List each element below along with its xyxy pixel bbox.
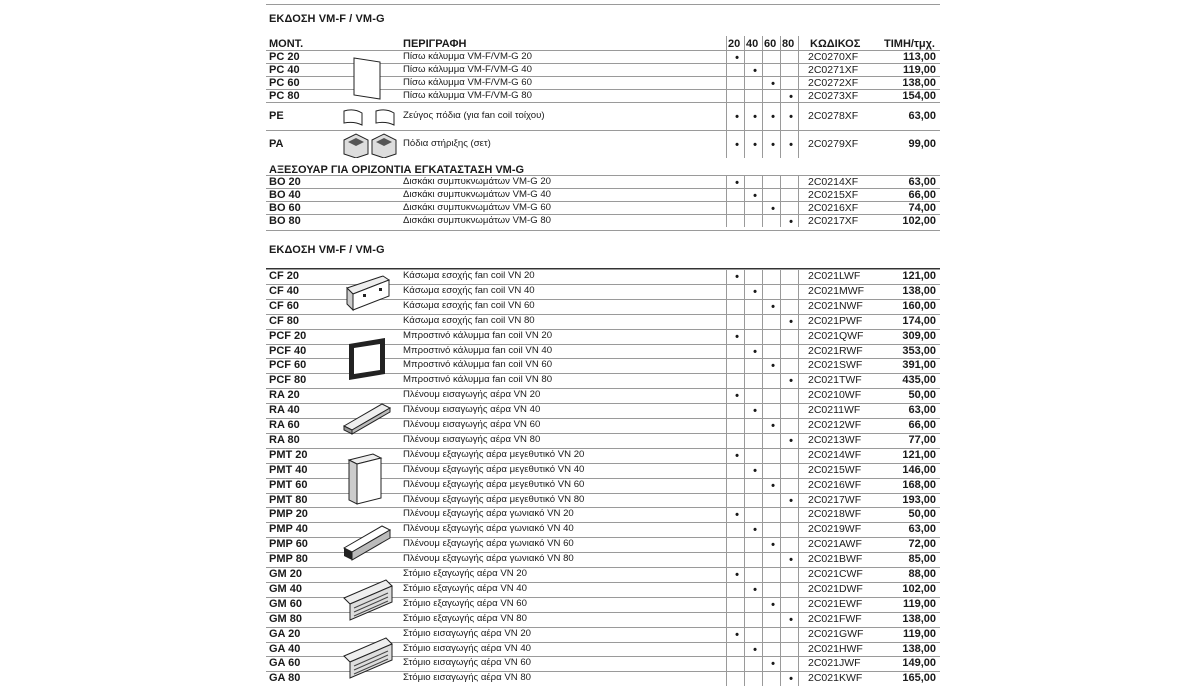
price-cell: 102,00	[902, 215, 936, 227]
model-cell: GM 80	[269, 612, 303, 625]
description-cell: Πλένουμ εξαγωγής αέρα μεγεθυτικό VN 20	[403, 448, 585, 460]
description-cell: Στόμιο εξαγωγής αέρα VN 60	[403, 597, 527, 609]
size-available-dot: •	[771, 658, 775, 671]
column-divider	[798, 269, 799, 686]
model-cell: GA 40	[269, 642, 301, 655]
code-cell: 2C0212WF	[808, 419, 862, 431]
table-row	[266, 201, 940, 215]
code-cell: 2C021QWF	[808, 329, 864, 342]
size-available-dot: •	[735, 52, 739, 64]
header-size-60: 60	[764, 38, 777, 50]
description-cell: Πλένουμ εξαγωγής αέρα μεγεθυτικό VN 60	[403, 478, 585, 490]
code-cell: 2C0210WF	[808, 389, 862, 402]
model-cell: RA 80	[269, 433, 300, 446]
model-cell: PC 60	[269, 77, 300, 89]
column-divider	[762, 175, 763, 227]
size-available-dot: •	[771, 78, 775, 90]
code-cell: 2C0214XF	[808, 176, 859, 188]
price-cell: 168,00	[902, 478, 936, 491]
size-available-dot: •	[735, 139, 739, 151]
price-cell: 119,00	[902, 597, 936, 610]
model-cell: PA	[269, 138, 284, 150]
header-code: ΚΩΔΙΚΟΣ	[810, 38, 861, 50]
size-available-dot: •	[789, 216, 793, 228]
price-cell: 353,00	[902, 344, 936, 357]
size-available-dot: •	[753, 190, 757, 202]
code-cell: 2C0215XF	[808, 189, 859, 201]
description-cell: Πλένουμ εισαγωγής αέρα VN 20	[403, 389, 541, 401]
description-cell: Κάσωμα εσοχής fan coil VN 60	[403, 299, 535, 311]
price-cell: 102,00	[902, 582, 936, 595]
code-cell: 2C021HWF	[808, 642, 863, 655]
code-cell: 2C021CWF	[808, 568, 863, 580]
model-cell: RA 60	[269, 419, 300, 431]
model-cell: CF 20	[269, 270, 299, 282]
header-model: ΜΟΝΤ.	[269, 38, 304, 50]
description-cell: Πλένουμ εξαγωγής αέρα γωνιακό VN 40	[403, 523, 574, 535]
size-available-dot: •	[771, 111, 775, 123]
price-cell: 77,00	[908, 433, 936, 446]
price-cell: 63,00	[908, 176, 936, 188]
description-cell: Δισκάκι συμπυκνωμάτων VM-G 80	[403, 215, 551, 226]
model-cell: GM 60	[269, 597, 303, 610]
size-available-dot: •	[735, 111, 739, 123]
price-cell: 74,00	[908, 202, 936, 214]
size-available-dot: •	[735, 271, 739, 283]
table-row	[266, 314, 940, 330]
column-divider	[726, 269, 727, 686]
price-cell: 165,00	[902, 672, 936, 685]
model-cell: PMP 20	[269, 508, 308, 521]
description-cell: Δισκάκι συμπυκνωμάτων VM-G 60	[403, 202, 551, 213]
column-divider	[798, 175, 799, 227]
header-size-40: 40	[746, 38, 759, 50]
code-cell: 2C0272XF	[808, 77, 859, 89]
description-cell: Στόμιο εξαγωγής αέρα VN 40	[403, 582, 527, 594]
description-cell: Πλένουμ εξαγωγής αέρα μεγεθυτικό VN 40	[403, 463, 585, 475]
code-cell: 2C0211WF	[808, 404, 861, 417]
size-available-dot: •	[771, 539, 775, 552]
recess-frame-image	[343, 274, 393, 314]
description-cell: Πλένουμ εξαγωγής αέρα γωνιακό VN 60	[403, 538, 574, 550]
code-cell: 2C021MWF	[808, 284, 865, 297]
price-cell: 193,00	[902, 493, 936, 506]
price-cell: 63,00	[908, 523, 936, 536]
price-cell: 119,00	[902, 64, 936, 76]
model-cell: CF 40	[269, 284, 299, 297]
price-cell: 50,00	[908, 508, 936, 521]
column-divider	[726, 175, 727, 227]
description-cell: Μπροστινό κάλυμμα fan coil VN 20	[403, 329, 553, 341]
model-cell: GA 20	[269, 627, 301, 640]
code-cell: 2C021EWF	[808, 597, 863, 610]
model-cell: CF 60	[269, 299, 299, 312]
model-cell: BO 60	[269, 202, 301, 214]
header-size-20: 20	[728, 38, 741, 50]
table-row	[266, 214, 940, 228]
model-cell: BO 40	[269, 189, 301, 201]
model-cell: CF 80	[269, 314, 299, 327]
code-cell: 2C0270XF	[808, 51, 859, 63]
description-cell: Κάσωμα εσοχής fan coil VN 80	[403, 314, 535, 326]
column-divider	[726, 36, 727, 158]
model-cell: PMT 20	[269, 448, 308, 461]
model-cell: PMT 80	[269, 493, 308, 506]
price-cell: 391,00	[902, 359, 936, 372]
model-cell: BO 20	[269, 176, 301, 188]
price-cell: 138,00	[902, 642, 936, 655]
model-cell: PC 80	[269, 90, 300, 102]
code-cell: 2C021LWF	[808, 270, 861, 282]
code-cell: 2C021PWF	[808, 314, 863, 327]
column-divider	[744, 269, 745, 686]
code-cell: 2C021FWF	[808, 612, 862, 625]
model-cell: PCF 40	[269, 344, 307, 357]
description-cell: Κάσωμα εσοχής fan coil VN 20	[403, 270, 535, 281]
column-divider	[780, 175, 781, 227]
description-cell: Ζεύγος πόδια (για fan coil τοίχου)	[403, 110, 545, 121]
section-title-2: ΕΚΔΟΣΗ VM-F / VM-G	[269, 244, 385, 256]
model-cell: PC 40	[269, 64, 300, 76]
code-cell: 2C0216WF	[808, 478, 862, 491]
description-cell: Δισκάκι συμπυκνωμάτων VM-G 40	[403, 189, 551, 200]
price-cell: 99,00	[908, 138, 936, 150]
description-cell: Στόμιο εξαγωγής αέρα VN 80	[403, 612, 527, 624]
code-cell: 2C021BWF	[808, 553, 863, 566]
price-cell: 174,00	[902, 314, 936, 327]
column-divider	[762, 36, 763, 158]
description-cell: Στόμιο εισαγωγής αέρα VN 60	[403, 657, 531, 669]
code-cell: 2C0278XF	[808, 110, 859, 122]
price-cell: 66,00	[908, 419, 936, 431]
header-size-80: 80	[782, 38, 795, 50]
description-cell: Στόμιο εισαγωγής αέρα VN 40	[403, 642, 531, 654]
size-available-dot: •	[753, 139, 757, 151]
model-cell: PMP 40	[269, 523, 308, 536]
size-available-dot: •	[789, 315, 793, 328]
back-cover-image	[350, 56, 384, 101]
model-cell: GA 80	[269, 672, 301, 685]
size-available-dot: •	[735, 390, 739, 403]
code-cell: 2C0214WF	[808, 448, 862, 461]
table2-bottom-rule	[266, 230, 940, 231]
description-cell: Πλένουμ εισαγωγής αέρα VN 80	[403, 433, 541, 445]
model-cell: GM 20	[269, 568, 303, 580]
price-cell: 149,00	[902, 657, 936, 670]
model-cell: PMP 80	[269, 553, 308, 566]
extended-plenum-image	[343, 452, 387, 508]
code-cell: 2C0273XF	[808, 90, 859, 102]
code-cell: 2C0279XF	[808, 138, 859, 150]
top-rule	[266, 4, 940, 5]
code-cell: 2C021KWF	[808, 672, 863, 685]
model-cell: PCF 60	[269, 359, 307, 372]
description-cell: Στόμιο εισαγωγής αέρα VN 20	[403, 627, 531, 639]
price-cell: 160,00	[902, 299, 936, 312]
model-cell: PE	[269, 110, 284, 122]
column-divider	[780, 36, 781, 158]
size-available-dot: •	[789, 375, 793, 388]
code-cell: 2C0216XF	[808, 202, 859, 214]
description-cell: Κάσωμα εσοχής fan coil VN 40	[403, 284, 535, 296]
code-cell: 2C0215WF	[808, 463, 862, 476]
code-cell: 2C0218WF	[808, 508, 862, 521]
size-available-dot: •	[735, 569, 739, 581]
price-cell: 85,00	[908, 553, 936, 566]
code-cell: 2C021JWF	[808, 657, 861, 670]
header-price: ΤΙΜΗ/τμχ.	[884, 38, 935, 50]
support-feet-image	[340, 132, 400, 158]
price-cell: 154,00	[902, 90, 936, 102]
size-available-dot: •	[789, 613, 793, 626]
intake-plenum-image	[338, 398, 394, 436]
code-cell: 2C0219WF	[808, 523, 862, 536]
size-available-dot: •	[753, 111, 757, 123]
description-cell: Πλένουμ εισαγωγής αέρα VN 40	[403, 404, 541, 416]
size-available-dot: •	[735, 449, 739, 462]
description-cell: Πίσω κάλυμμα VM-F/VM-G 60	[403, 77, 532, 88]
size-available-dot: •	[789, 554, 793, 567]
size-available-dot: •	[735, 509, 739, 522]
code-cell: 2C021AWF	[808, 538, 862, 551]
code-cell: 2C0217WF	[808, 493, 862, 506]
column-divider	[744, 175, 745, 227]
column-divider	[798, 36, 799, 158]
description-cell: Πίσω κάλυμμα VM-F/VM-G 20	[403, 51, 532, 62]
model-cell: PMP 60	[269, 538, 308, 551]
model-cell: PMT 60	[269, 478, 308, 491]
exhaust-grille-image	[340, 578, 396, 624]
table-row	[266, 175, 940, 189]
description-cell: Πλένουμ εξαγωγής αέρα γωνιακό VN 80	[403, 553, 574, 565]
model-cell: PMT 40	[269, 463, 308, 476]
size-available-dot: •	[771, 139, 775, 151]
description-cell: Πίσω κάλυμμα VM-F/VM-G 40	[403, 64, 532, 75]
feet-pair-image	[340, 107, 400, 129]
description-cell: Πλένουμ εξαγωγής αέρα μεγεθυτικό VN 80	[403, 493, 585, 505]
subheading-horizontal: ΑΞΕΣΟΥΑΡ ΓΙΑ ΟΡΙΖΟΝΤΙΑ ΕΓΚΑΤΑΣΤΑΣΗ VM-G	[269, 164, 525, 176]
price-cell: 138,00	[902, 77, 936, 89]
code-cell: 2C021NWF	[808, 299, 863, 312]
size-available-dot: •	[789, 434, 793, 447]
price-cell: 138,00	[902, 284, 936, 297]
description-cell: Μπροστινό κάλυμμα fan coil VN 80	[403, 374, 553, 386]
price-cell: 119,00	[902, 627, 936, 640]
intake-grille-image	[340, 636, 396, 682]
model-cell: PCF 20	[269, 329, 307, 342]
price-cell: 63,00	[908, 404, 936, 417]
size-available-dot: •	[789, 111, 793, 123]
price-cell: 63,00	[908, 110, 936, 122]
size-available-dot: •	[753, 65, 757, 77]
size-available-dot: •	[789, 91, 793, 103]
size-available-dot: •	[771, 360, 775, 373]
model-cell: RA 20	[269, 389, 300, 402]
front-cover-image	[345, 336, 389, 382]
size-available-dot: •	[735, 330, 739, 343]
size-available-dot: •	[771, 300, 775, 313]
section-title-1: ΕΚΔΟΣΗ VM-F / VM-G	[269, 13, 385, 25]
size-available-dot: •	[753, 524, 757, 537]
size-available-dot: •	[753, 583, 757, 596]
description-cell: Στόμιο εισαγωγής αέρα VN 80	[403, 672, 531, 684]
size-available-dot: •	[753, 405, 757, 418]
description-cell: Στόμιο εξαγωγής αέρα VN 20	[403, 568, 527, 579]
model-cell: GA 60	[269, 657, 301, 670]
size-available-dot: •	[735, 177, 739, 189]
price-cell: 138,00	[902, 612, 936, 625]
model-cell: PCF 80	[269, 374, 307, 387]
price-cell: 146,00	[902, 463, 936, 476]
description-cell: Πλένουμ εξαγωγής αέρα γωνιακό VN 20	[403, 508, 574, 520]
size-available-dot: •	[753, 285, 757, 298]
code-cell: 2C0271XF	[808, 64, 859, 76]
column-divider	[744, 36, 745, 158]
code-cell: 2C021TWF	[808, 374, 862, 387]
code-cell: 2C021GWF	[808, 627, 864, 640]
price-cell: 309,00	[902, 329, 936, 342]
size-available-dot: •	[735, 628, 739, 641]
model-cell: GM 40	[269, 582, 303, 595]
model-cell: RA 40	[269, 404, 300, 417]
model-cell: PC 20	[269, 51, 300, 63]
description-cell: Πίσω κάλυμμα VM-F/VM-G 80	[403, 90, 532, 101]
description-cell: Μπροστινό κάλυμμα fan coil VN 60	[403, 359, 553, 371]
price-cell: 113,00	[902, 51, 936, 63]
code-cell: 2C021DWF	[808, 582, 863, 595]
column-divider	[780, 269, 781, 686]
description-cell: Δισκάκι συμπυκνωμάτων VM-G 20	[403, 176, 551, 187]
size-available-dot: •	[771, 479, 775, 492]
size-available-dot: •	[753, 643, 757, 656]
size-available-dot: •	[789, 494, 793, 507]
code-cell: 2C021SWF	[808, 359, 863, 372]
size-available-dot: •	[771, 420, 775, 432]
description-cell: Μπροστινό κάλυμμα fan coil VN 40	[403, 344, 553, 356]
angled-plenum-image	[338, 518, 394, 564]
price-cell: 435,00	[902, 374, 936, 387]
price-cell: 121,00	[902, 270, 936, 282]
description-cell: Πλένουμ εισαγωγής αέρα VN 60	[403, 419, 541, 430]
price-cell: 66,00	[908, 189, 936, 201]
size-available-dot: •	[789, 139, 793, 151]
header-description: ΠΕΡΙΓΡΑΦΗ	[403, 38, 467, 50]
size-available-dot: •	[789, 673, 793, 686]
price-cell: 88,00	[908, 568, 936, 580]
size-available-dot: •	[753, 464, 757, 477]
price-cell: 50,00	[908, 389, 936, 402]
code-cell: 2C0217XF	[808, 215, 859, 227]
code-cell: 2C021RWF	[808, 344, 863, 357]
price-cell: 72,00	[908, 538, 936, 551]
size-available-dot: •	[771, 598, 775, 611]
code-cell: 2C0213WF	[808, 433, 862, 446]
model-cell: BO 80	[269, 215, 301, 227]
size-available-dot: •	[771, 203, 775, 215]
column-divider	[762, 269, 763, 686]
description-cell: Πόδια στήριξης (σετ)	[403, 138, 491, 149]
price-cell: 121,00	[902, 448, 936, 461]
size-available-dot: •	[753, 345, 757, 358]
table-row	[266, 188, 940, 202]
